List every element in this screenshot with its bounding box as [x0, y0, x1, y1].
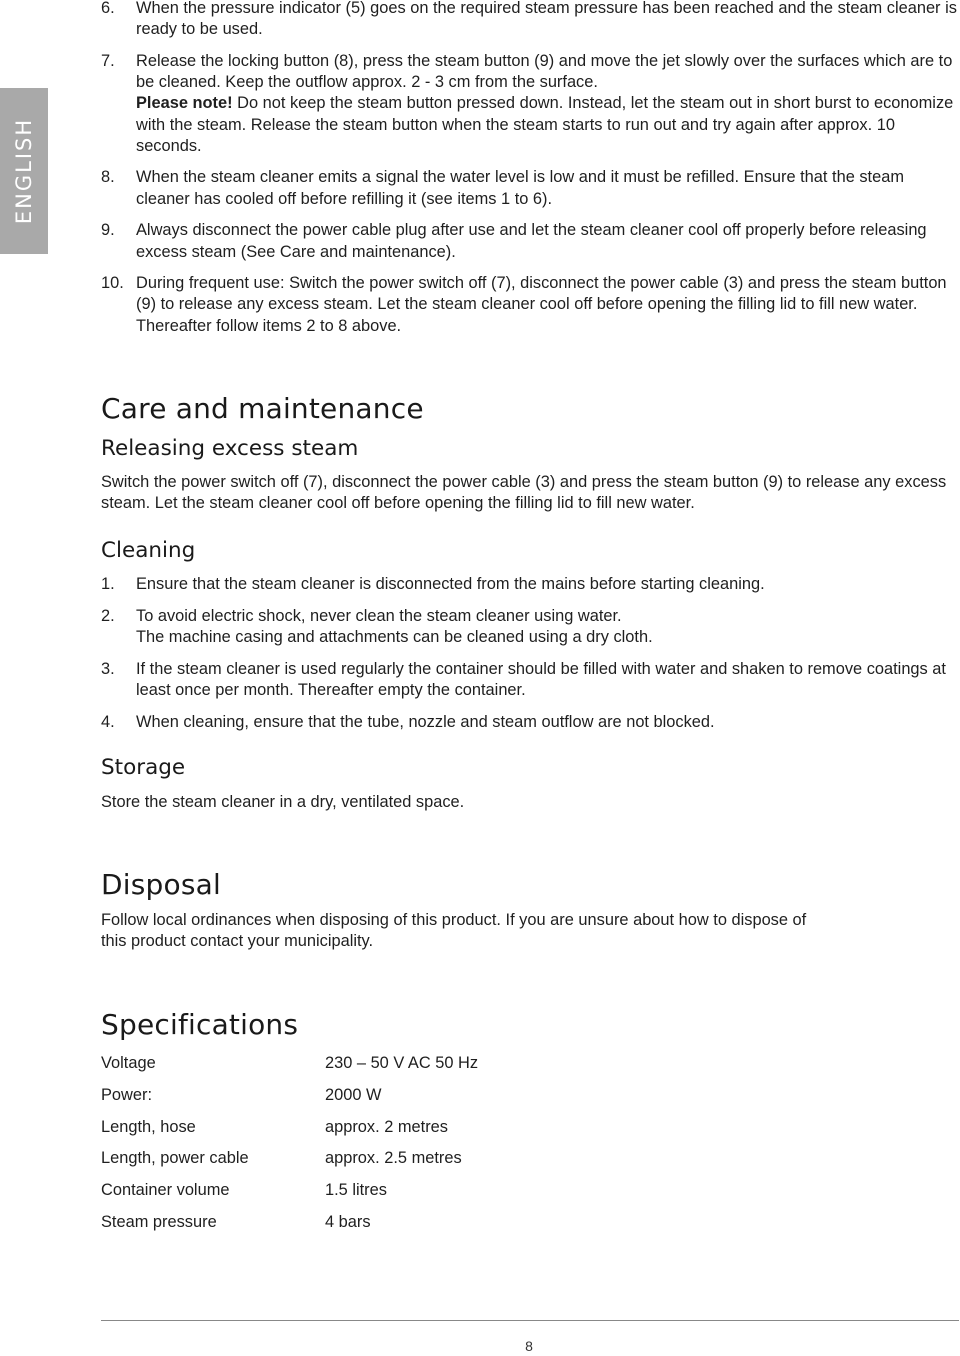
step-9 — [101, 220, 959, 262]
spec-label: Container volume — [101, 1181, 230, 1200]
item-text: To avoid electric shock, never clean the steam cleaner using water. — [136, 606, 622, 625]
step-number: 9. — [101, 221, 115, 240]
storage-title: Storage — [101, 755, 186, 780]
note-label: Please note! — [136, 94, 233, 113]
specifications-title: Specifications — [101, 1008, 299, 1041]
releasing-title: Releasing excess steam — [101, 436, 359, 461]
cleaning-title: Cleaning — [101, 538, 196, 563]
step-7 — [101, 51, 959, 157]
storage-text: Store the steam cleaner in a dry, ventilated space. — [101, 793, 465, 811]
step-text: During frequent use: Switch the power switch off (7), disconnect the power cable (3) and press the steam button (9) to release any excess steam. Let the steam cleaner cool off before opening the filling lid to fill new water. Thereafter follow items 2 to 8 above. — [136, 274, 947, 335]
step-text-part: Release the locking button (8), press the steam button (9) and move the jet slowly over the surfaces which are to be cleaned. Keep the outflow approx. 2 - 3 cm from the surface. — [136, 51, 953, 92]
specifications-table — [101, 1048, 478, 1238]
disposal-line: this product contact your municipality. — [101, 932, 374, 951]
disposal-line: Follow local ordinances when disposing of this product. If you are unsure about how to dispose of — [101, 911, 807, 929]
step-8 — [101, 167, 959, 209]
spec-value: approx. 2 metres — [325, 1117, 448, 1136]
step-number: 8. — [101, 168, 115, 187]
step-text: When the pressure indicator (5) goes on the required steam pressure has been reached and the steam cleaner is ready to be used. — [136, 0, 957, 39]
page-number: 8 — [525, 1338, 533, 1354]
step-10 — [101, 273, 959, 337]
item-number: 4. — [101, 712, 115, 731]
spec-label: Length, hose — [101, 1117, 196, 1136]
spec-value: 4 bars — [325, 1212, 371, 1231]
step-text: Always disconnect the power cable plug after use and let the steam cleaner cool off properly before releasing excess steam (See Care and maintenance). — [136, 221, 927, 261]
language-tab — [0, 88, 48, 254]
step-text-part: Do not keep the steam button pressed down. Instead, let the steam out in short burst to economize with the steam. Release the steam button when the steam starts to run out and try again after approx. 10 seconds. — [136, 94, 954, 155]
spec-row — [101, 1111, 478, 1143]
cleaning-item — [101, 574, 959, 595]
releasing-text: Switch the power switch off (7), disconnect the power cable (3) and press the steam button (9) to release any excess steam. Let the steam cleaner cool off before opening the filling lid to fill new water. — [101, 473, 947, 513]
spec-value: 2000 W — [325, 1086, 382, 1105]
cleaning-list — [101, 574, 959, 743]
item-number: 3. — [101, 659, 115, 678]
item-text: If the steam cleaner is used regularly the container should be filled with water and shaken to remove coatings at least once per month. Thereafter empty the container. — [136, 659, 946, 699]
step-6 — [101, 0, 959, 40]
step-number: 7. — [101, 51, 115, 70]
step-number: 10. — [101, 274, 124, 293]
spec-value: 230 – 50 V AC 50 Hz — [325, 1054, 479, 1073]
item-number: 2. — [101, 606, 115, 625]
disposal-text — [101, 910, 959, 952]
cleaning-item — [101, 659, 959, 701]
step-text — [136, 51, 959, 157]
item-text: Ensure that the steam cleaner is disconnected from the mains before starting cleaning. — [136, 575, 765, 593]
item-text-line2: The machine casing and attachments can be cleaned using a dry cloth. — [136, 627, 653, 646]
instruction-steps — [101, 0, 959, 347]
step-text: When the steam cleaner emits a signal the water level is low and it must be refilled. Ensure that the steam cleaner has cooled off before refilling it (see items 1 to 6). — [136, 168, 904, 208]
spec-label: Voltage — [101, 1054, 156, 1073]
disposal-title: Disposal — [101, 868, 221, 901]
spec-row — [101, 1206, 478, 1238]
spec-value: 1.5 litres — [325, 1181, 387, 1200]
language-tab-label: ENGLISH — [12, 117, 37, 225]
item-number: 1. — [101, 575, 115, 593]
spec-row — [101, 1048, 478, 1080]
spec-row — [101, 1175, 478, 1207]
care-title: Care and maintenance — [101, 392, 424, 425]
step-number: 6. — [101, 0, 115, 17]
spec-row — [101, 1080, 478, 1112]
spec-label: Power: — [101, 1086, 153, 1105]
item-text: When cleaning, ensure that the tube, nozzle and steam outflow are not blocked. — [136, 712, 715, 731]
spec-label: Steam pressure — [101, 1212, 217, 1231]
spec-row — [101, 1143, 478, 1175]
spec-label: Length, power cable — [101, 1149, 249, 1168]
cleaning-item — [101, 606, 959, 648]
cleaning-item — [101, 712, 959, 733]
spec-value: approx. 2.5 metres — [325, 1149, 462, 1168]
footer-divider — [101, 1320, 959, 1321]
